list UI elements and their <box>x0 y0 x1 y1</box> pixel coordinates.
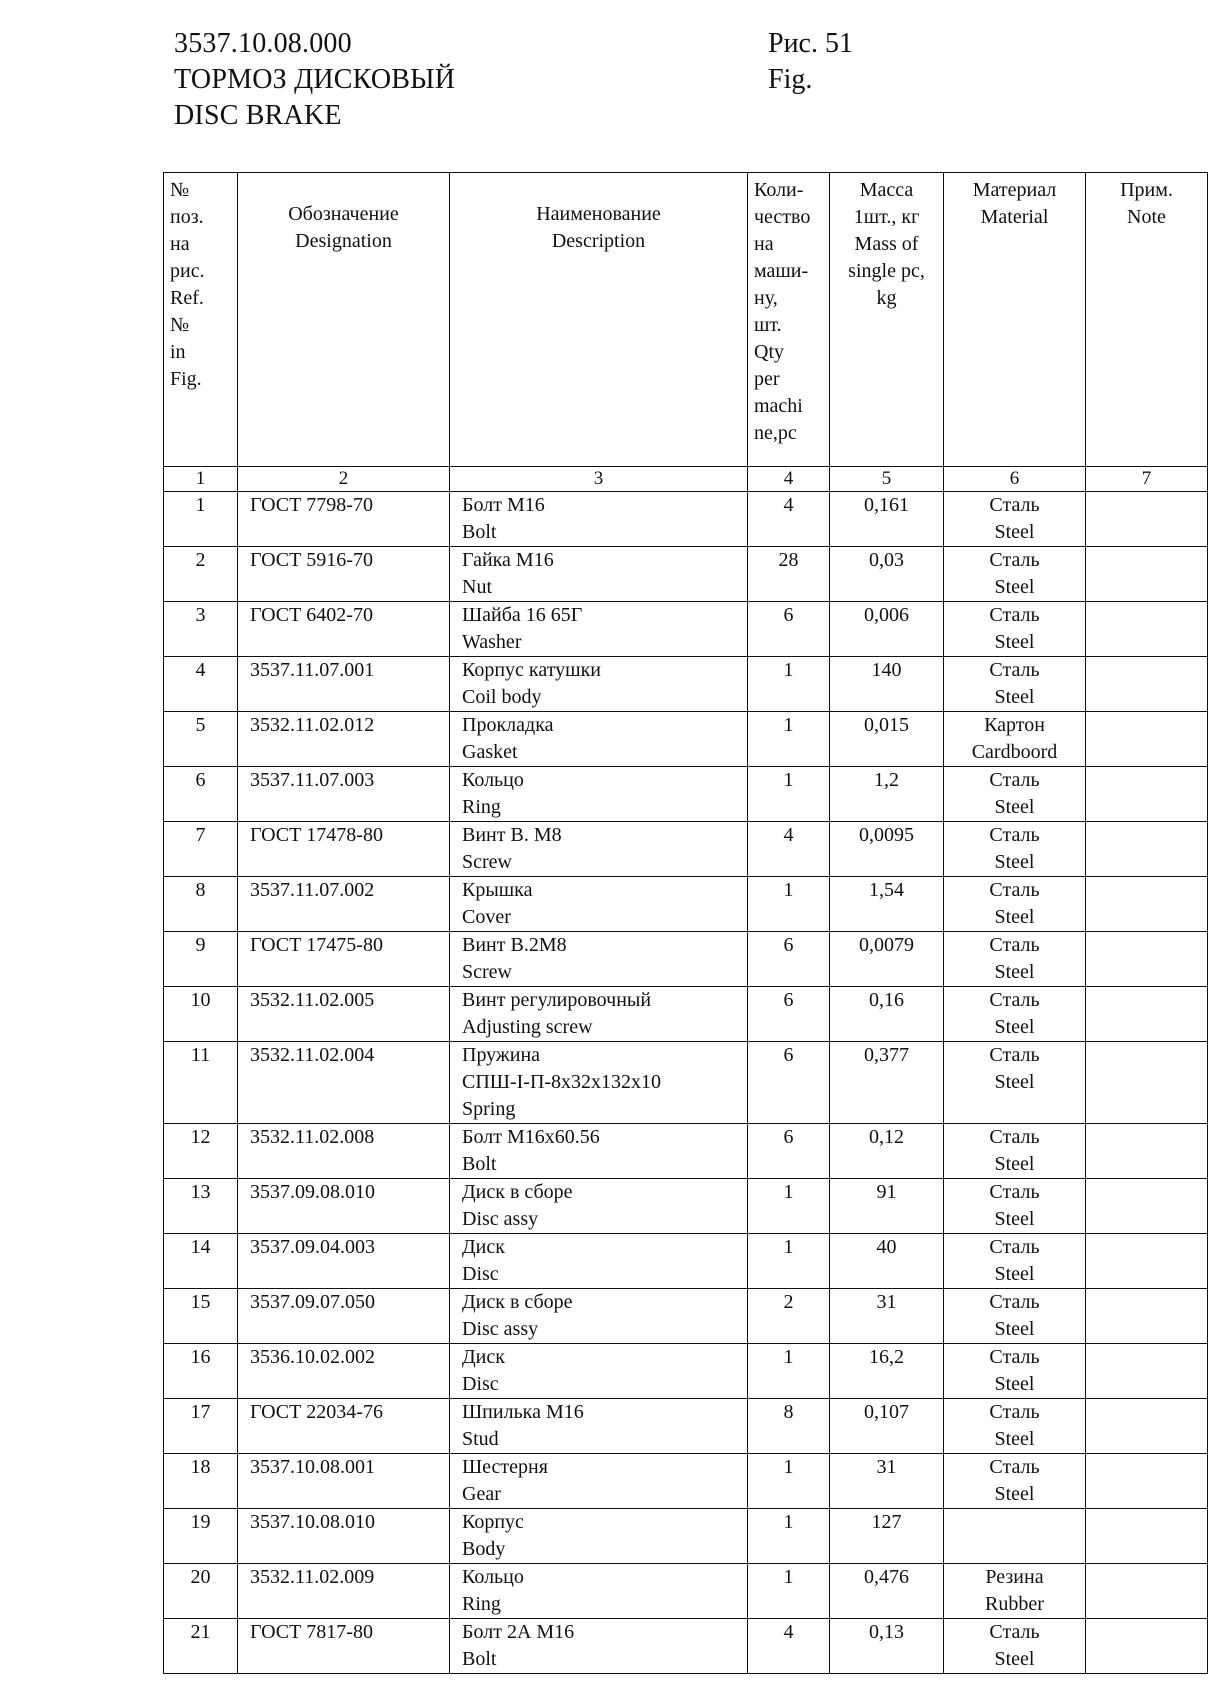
description-line: Шайба 16 65Г <box>462 604 583 626</box>
table-row <box>164 1509 1208 1564</box>
description-cell <box>450 1399 748 1454</box>
column-number: 3 <box>450 467 748 492</box>
figure-label-en: Fig. <box>768 64 813 95</box>
material-line: Сталь <box>989 549 1040 571</box>
mass-cell: 0,015 <box>830 712 944 767</box>
description-cell <box>450 1564 748 1619</box>
ref-number-cell: 12 <box>164 1124 238 1179</box>
description-line: Диск в сборе <box>462 1291 573 1313</box>
column-header-ref: № поз. на рис. Ref. № in Fig. <box>164 173 238 467</box>
note-cell <box>1086 712 1208 767</box>
note-cell <box>1086 1509 1208 1564</box>
description-line: Gear <box>462 1483 501 1505</box>
ref-number-cell: 18 <box>164 1454 238 1509</box>
quantity-cell: 6 <box>748 987 830 1042</box>
description-cell <box>450 1289 748 1344</box>
quantity-cell: 1 <box>748 767 830 822</box>
designation-cell: 3536.10.02.002 <box>238 1344 450 1399</box>
table-row <box>164 1042 1208 1124</box>
description-cell <box>450 657 748 712</box>
material-line: Steel <box>994 1016 1035 1038</box>
ref-number-cell: 9 <box>164 932 238 987</box>
material-line: Сталь <box>989 1044 1040 1066</box>
material-line: Steel <box>994 851 1035 873</box>
material-line: Steel <box>994 686 1035 708</box>
description-cell <box>450 877 748 932</box>
designation-cell: 3532.11.02.005 <box>238 987 450 1042</box>
note-cell <box>1086 657 1208 712</box>
designation-cell: ГОСТ 7798-70 <box>238 492 450 547</box>
designation-cell: ГОСТ 22034-76 <box>238 1399 450 1454</box>
description-line: Прокладка <box>462 714 554 736</box>
material-cell <box>944 987 1086 1042</box>
material-cell <box>944 1619 1086 1674</box>
description-line: Bolt <box>462 1153 497 1175</box>
material-line: Картон <box>984 714 1045 736</box>
material-line: Steel <box>994 1483 1035 1505</box>
description-cell <box>450 1234 748 1289</box>
column-number-row <box>164 467 1208 492</box>
quantity-cell: 6 <box>748 932 830 987</box>
document-header <box>174 26 455 134</box>
table-row <box>164 932 1208 987</box>
mass-cell: 0,006 <box>830 602 944 657</box>
description-line: Винт регулировочный <box>462 989 652 1011</box>
material-cell <box>944 1042 1086 1124</box>
description-cell <box>450 767 748 822</box>
designation-cell: ГОСТ 5916-70 <box>238 547 450 602</box>
description-line: Body <box>462 1538 506 1560</box>
column-header-mass: Масса 1шт., кг Mass of single pc, kg <box>830 173 944 467</box>
description-line: Кольцо <box>462 1566 524 1588</box>
note-cell <box>1086 1179 1208 1234</box>
quantity-cell: 4 <box>748 822 830 877</box>
ref-number-cell: 2 <box>164 547 238 602</box>
mass-cell: 0,0095 <box>830 822 944 877</box>
material-line: Steel <box>994 521 1035 543</box>
column-number: 7 <box>1086 467 1208 492</box>
description-line: Cover <box>462 906 511 928</box>
description-line: Диск <box>462 1346 505 1368</box>
material-line: Сталь <box>989 659 1040 681</box>
column-header-note: Прим. Note <box>1086 173 1208 467</box>
description-line: Stud <box>462 1428 499 1450</box>
note-cell <box>1086 1344 1208 1399</box>
description-line: Nut <box>462 576 492 598</box>
ref-number-cell: 1 <box>164 492 238 547</box>
note-cell <box>1086 822 1208 877</box>
material-line: Сталь <box>989 604 1040 626</box>
description-cell <box>450 932 748 987</box>
description-line: Disc <box>462 1373 499 1395</box>
material-line: Rubber <box>985 1593 1044 1615</box>
mass-cell: 0,377 <box>830 1042 944 1124</box>
designation-cell: 3537.11.07.002 <box>238 877 450 932</box>
table-header-row <box>164 173 1208 467</box>
designation-cell: ГОСТ 17478-80 <box>238 822 450 877</box>
quantity-cell: 6 <box>748 1042 830 1124</box>
material-line: Сталь <box>989 494 1040 516</box>
quantity-cell: 1 <box>748 1179 830 1234</box>
quantity-cell: 1 <box>748 1234 830 1289</box>
description-cell <box>450 1042 748 1124</box>
description-cell <box>450 1179 748 1234</box>
description-cell <box>450 1619 748 1674</box>
material-cell <box>944 1564 1086 1619</box>
material-line: Сталь <box>989 1621 1040 1643</box>
mass-cell: 0,12 <box>830 1124 944 1179</box>
table-row <box>164 1289 1208 1344</box>
material-line: Сталь <box>989 1181 1040 1203</box>
quantity-cell: 8 <box>748 1399 830 1454</box>
material-cell <box>944 1344 1086 1399</box>
ref-number-cell: 10 <box>164 987 238 1042</box>
description-cell <box>450 492 748 547</box>
material-line: Steel <box>994 576 1035 598</box>
table-row <box>164 877 1208 932</box>
description-line: Disc assy <box>462 1208 539 1230</box>
material-line: Сталь <box>989 769 1040 791</box>
designation-cell: 3532.11.02.008 <box>238 1124 450 1179</box>
quantity-cell: 4 <box>748 1619 830 1674</box>
column-header-material: Материал Material <box>944 173 1086 467</box>
mass-cell: 0,161 <box>830 492 944 547</box>
quantity-cell: 1 <box>748 877 830 932</box>
designation-cell: ГОСТ 7817-80 <box>238 1619 450 1674</box>
description-line: Диск <box>462 1236 505 1258</box>
ref-number-cell: 20 <box>164 1564 238 1619</box>
note-cell <box>1086 1399 1208 1454</box>
description-line: Adjusting screw <box>462 1016 593 1038</box>
description-line: Disc assy <box>462 1318 539 1340</box>
table-row <box>164 1619 1208 1674</box>
description-line: Coil body <box>462 686 542 708</box>
figure-number: Рис. 51 <box>768 28 853 59</box>
material-cell <box>944 712 1086 767</box>
mass-cell: 1,54 <box>830 877 944 932</box>
mass-cell: 0,16 <box>830 987 944 1042</box>
material-line: Steel <box>994 1648 1035 1670</box>
column-number: 5 <box>830 467 944 492</box>
mass-cell: 31 <box>830 1454 944 1509</box>
description-line: Болт 2А М16 <box>462 1621 575 1643</box>
table-row <box>164 1399 1208 1454</box>
material-cell <box>944 547 1086 602</box>
material-line: Резина <box>985 1566 1044 1588</box>
description-line: Bolt <box>462 1648 497 1670</box>
material-line: Steel <box>994 1071 1035 1093</box>
quantity-cell: 4 <box>748 492 830 547</box>
description-line: Крышка <box>462 879 533 901</box>
description-line: Gasket <box>462 741 518 763</box>
material-line: Steel <box>994 1153 1035 1175</box>
material-line: Steel <box>994 1428 1035 1450</box>
description-line: Болт М16 <box>462 494 545 516</box>
material-line: Сталь <box>989 1401 1040 1423</box>
ref-number-cell: 21 <box>164 1619 238 1674</box>
description-line: Гайка М16 <box>462 549 554 571</box>
description-cell <box>450 822 748 877</box>
description-line: СПШ-I-П-8х32х132х10 <box>462 1071 662 1093</box>
designation-cell: 3532.11.02.009 <box>238 1564 450 1619</box>
column-header-quantity: Коли- чество на маши- ну, шт. Qty per machi ne,pc <box>748 173 830 467</box>
mass-cell: 127 <box>830 1509 944 1564</box>
material-line: Steel <box>994 1208 1035 1230</box>
description-line: Корпус <box>462 1511 524 1533</box>
table-row <box>164 1234 1208 1289</box>
designation-cell: 3537.10.08.001 <box>238 1454 450 1509</box>
table-row <box>164 1179 1208 1234</box>
description-line: Болт М16х60.56 <box>462 1126 600 1148</box>
ref-number-cell: 5 <box>164 712 238 767</box>
description-line: Кольцо <box>462 769 524 791</box>
quantity-cell: 1 <box>748 1344 830 1399</box>
description-line: Spring <box>462 1098 516 1120</box>
description-line: Пружина <box>462 1044 541 1066</box>
material-cell <box>944 492 1086 547</box>
table-row <box>164 492 1208 547</box>
note-cell <box>1086 1124 1208 1179</box>
material-line: Steel <box>994 961 1035 983</box>
designation-cell: ГОСТ 17475-80 <box>238 932 450 987</box>
quantity-cell: 1 <box>748 657 830 712</box>
quantity-cell: 1 <box>748 1564 830 1619</box>
material-line: Steel <box>994 906 1035 928</box>
ref-number-cell: 8 <box>164 877 238 932</box>
mass-cell: 0,13 <box>830 1619 944 1674</box>
mass-cell: 91 <box>830 1179 944 1234</box>
ref-number-cell: 11 <box>164 1042 238 1124</box>
ref-number-cell: 4 <box>164 657 238 712</box>
mass-cell: 40 <box>830 1234 944 1289</box>
material-cell <box>944 657 1086 712</box>
note-cell <box>1086 1042 1208 1124</box>
note-cell <box>1086 1619 1208 1674</box>
note-cell <box>1086 492 1208 547</box>
ref-number-cell: 15 <box>164 1289 238 1344</box>
material-line: Steel <box>994 796 1035 818</box>
ref-number-cell: 7 <box>164 822 238 877</box>
material-cell <box>944 1289 1086 1344</box>
material-line: Steel <box>994 1263 1035 1285</box>
material-cell <box>944 602 1086 657</box>
table-row <box>164 547 1208 602</box>
description-cell <box>450 547 748 602</box>
column-number: 1 <box>164 467 238 492</box>
assembly-code: 3537.10.08.000 <box>174 28 352 59</box>
mass-cell: 16,2 <box>830 1344 944 1399</box>
material-cell <box>944 1454 1086 1509</box>
description-line: Винт В. М8 <box>462 824 562 846</box>
designation-cell: ГОСТ 6402-70 <box>238 602 450 657</box>
description-line: Корпус катушки <box>462 659 601 681</box>
material-line: Сталь <box>989 1291 1040 1313</box>
ref-number-cell: 17 <box>164 1399 238 1454</box>
description-cell <box>450 1124 748 1179</box>
material-cell <box>944 877 1086 932</box>
assembly-title-ru: ТОРМОЗ ДИСКОВЫЙ <box>174 64 456 95</box>
mass-cell: 31 <box>830 1289 944 1344</box>
note-cell <box>1086 877 1208 932</box>
material-line: Cardboord <box>971 741 1058 763</box>
ref-number-cell: 13 <box>164 1179 238 1234</box>
designation-cell: 3532.11.02.012 <box>238 712 450 767</box>
column-header-description: Наименование Description <box>450 173 748 467</box>
description-line: Disc <box>462 1263 499 1285</box>
material-line: Сталь <box>989 824 1040 846</box>
mass-cell: 1,2 <box>830 767 944 822</box>
note-cell <box>1086 1289 1208 1344</box>
material-line: Сталь <box>989 1126 1040 1148</box>
material-cell <box>944 932 1086 987</box>
note-cell <box>1086 1564 1208 1619</box>
ref-number-cell: 16 <box>164 1344 238 1399</box>
designation-cell: 3537.11.07.001 <box>238 657 450 712</box>
description-cell <box>450 987 748 1042</box>
quantity-cell: 1 <box>748 1509 830 1564</box>
material-line: Сталь <box>989 879 1040 901</box>
ref-number-cell: 6 <box>164 767 238 822</box>
column-number: 4 <box>748 467 830 492</box>
table-row <box>164 822 1208 877</box>
material-line: Сталь <box>989 934 1040 956</box>
table-row <box>164 767 1208 822</box>
material-cell <box>944 822 1086 877</box>
description-cell <box>450 1509 748 1564</box>
quantity-cell: 28 <box>748 547 830 602</box>
description-line: Bolt <box>462 521 497 543</box>
description-line: Шестерня <box>462 1456 548 1478</box>
description-cell <box>450 1344 748 1399</box>
quantity-cell: 2 <box>748 1289 830 1344</box>
material-line: Steel <box>994 1373 1035 1395</box>
material-cell <box>944 1124 1086 1179</box>
description-line: Washer <box>462 631 522 653</box>
note-cell <box>1086 602 1208 657</box>
mass-cell: 0,03 <box>830 547 944 602</box>
material-line: Steel <box>994 631 1035 653</box>
description-line: Шпилька М16 <box>462 1401 584 1423</box>
table-row <box>164 657 1208 712</box>
description-cell <box>450 602 748 657</box>
material-line: Steel <box>994 1318 1035 1340</box>
ref-number-cell: 14 <box>164 1234 238 1289</box>
description-line: Ring <box>462 796 501 818</box>
mass-cell: 140 <box>830 657 944 712</box>
mass-cell: 0,476 <box>830 1564 944 1619</box>
material-cell <box>944 1234 1086 1289</box>
column-header-designation: Обозначение Designation <box>238 173 450 467</box>
material-cell <box>944 1509 1086 1564</box>
table-row <box>164 1124 1208 1179</box>
note-cell <box>1086 932 1208 987</box>
table-row <box>164 1564 1208 1619</box>
material-line: Сталь <box>989 1456 1040 1478</box>
figure-reference <box>768 26 853 98</box>
description-line: Винт В.2М8 <box>462 934 567 956</box>
description-line: Диск в сборе <box>462 1181 573 1203</box>
note-cell <box>1086 987 1208 1042</box>
note-cell <box>1086 1234 1208 1289</box>
material-line: Сталь <box>989 1236 1040 1258</box>
designation-cell: 3537.09.07.050 <box>238 1289 450 1344</box>
table-body <box>164 492 1208 1674</box>
designation-cell: 3537.09.04.003 <box>238 1234 450 1289</box>
column-number: 6 <box>944 467 1086 492</box>
mass-cell: 0,0079 <box>830 932 944 987</box>
mass-cell: 0,107 <box>830 1399 944 1454</box>
table-row <box>164 987 1208 1042</box>
quantity-cell: 1 <box>748 712 830 767</box>
quantity-cell: 6 <box>748 602 830 657</box>
assembly-title-en: DISC BRAKE <box>174 100 342 131</box>
table-row <box>164 602 1208 657</box>
note-cell <box>1086 767 1208 822</box>
description-cell <box>450 1454 748 1509</box>
table-row <box>164 1344 1208 1399</box>
note-cell <box>1086 547 1208 602</box>
material-line: Сталь <box>989 989 1040 1011</box>
designation-cell: 3537.11.07.003 <box>238 767 450 822</box>
designation-cell: 3537.10.08.010 <box>238 1509 450 1564</box>
table-row <box>164 1454 1208 1509</box>
material-cell <box>944 1399 1086 1454</box>
material-cell <box>944 1179 1086 1234</box>
description-line: Screw <box>462 961 512 983</box>
ref-number-cell: 3 <box>164 602 238 657</box>
table-row <box>164 712 1208 767</box>
designation-cell: 3532.11.02.004 <box>238 1042 450 1124</box>
description-line: Screw <box>462 851 512 873</box>
parts-table <box>163 172 1208 1674</box>
quantity-cell: 6 <box>748 1124 830 1179</box>
column-number: 2 <box>238 467 450 492</box>
note-cell <box>1086 1454 1208 1509</box>
quantity-cell: 1 <box>748 1454 830 1509</box>
material-cell <box>944 767 1086 822</box>
description-line: Ring <box>462 1593 501 1615</box>
designation-cell: 3537.09.08.010 <box>238 1179 450 1234</box>
material-line: Сталь <box>989 1346 1040 1368</box>
ref-number-cell: 19 <box>164 1509 238 1564</box>
description-cell <box>450 712 748 767</box>
